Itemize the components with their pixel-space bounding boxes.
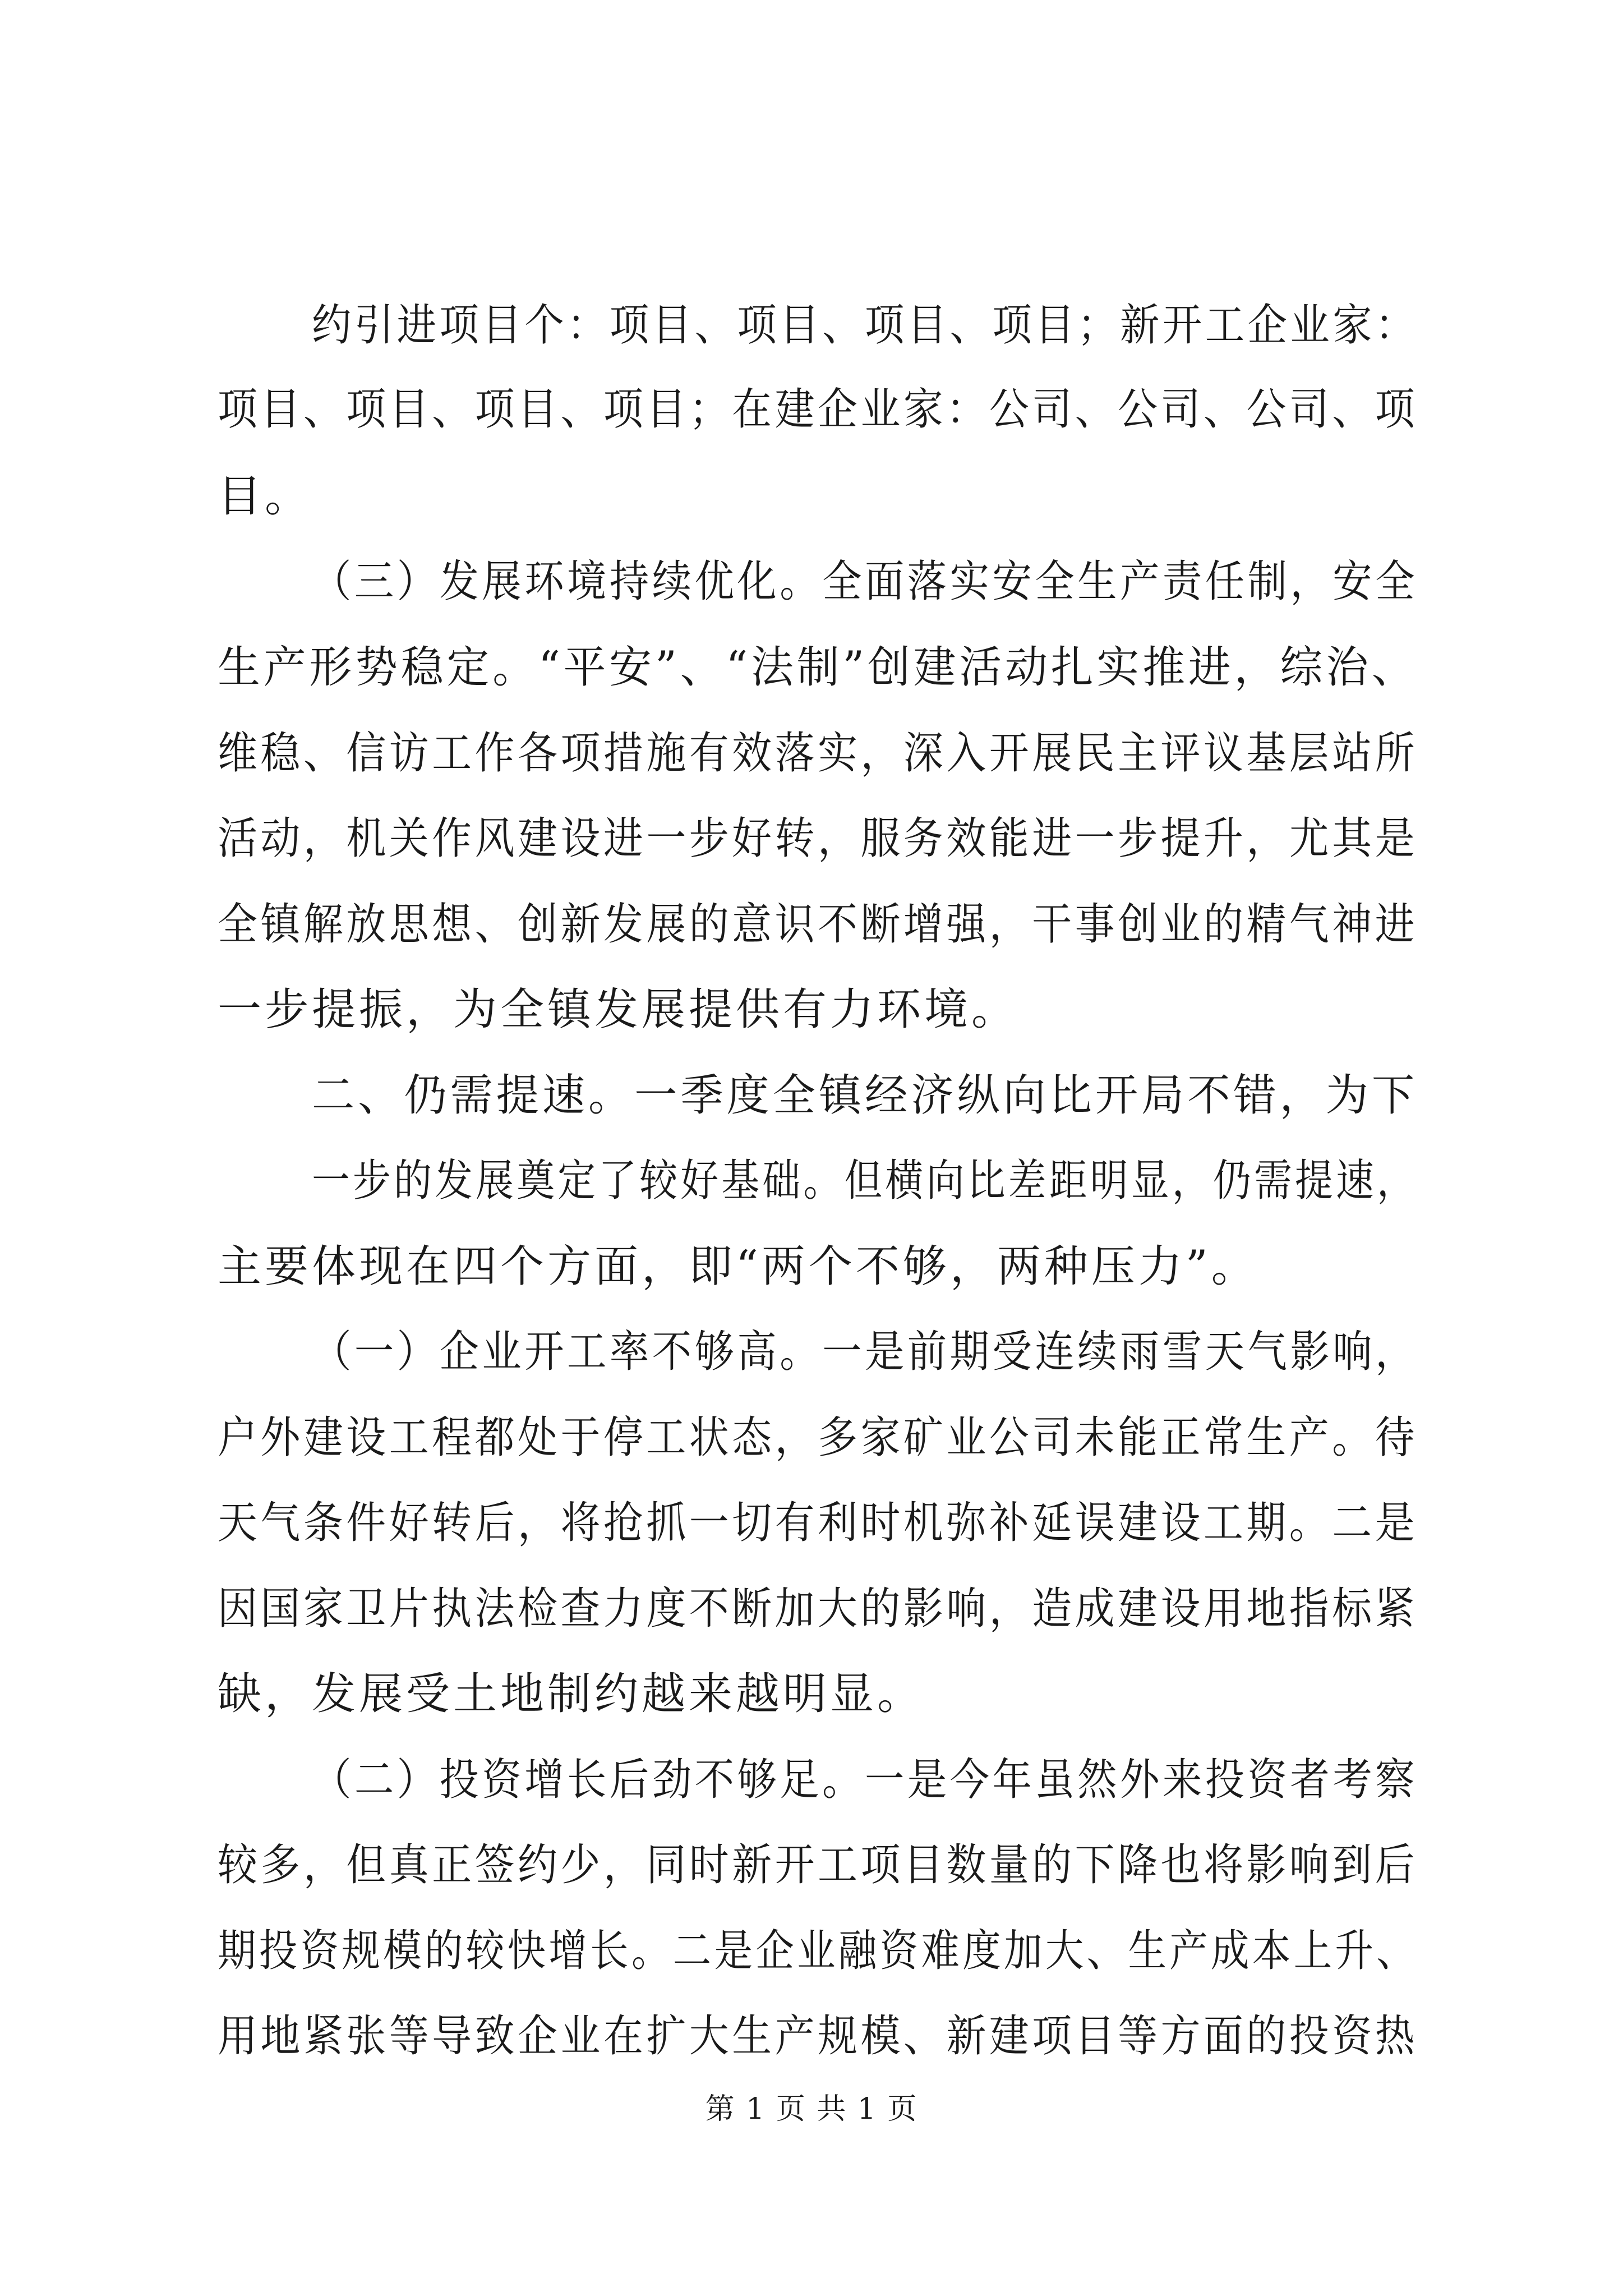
- text-line: 一步提振，为全镇发展提供有力环境。: [218, 984, 1019, 1035]
- text-line: 用地紧张等导致企业在扩大生产规模、新建项目等方面的投资热: [218, 2011, 1418, 2062]
- text-line: 生产形势稳定。“平安”、“法制”创建活动扎实推进，综治、: [218, 642, 1418, 693]
- text-line: 二、仍需提速。一季度全镇经济纵向比开局不错，为下: [312, 1070, 1418, 1121]
- text-line: 较多，但真正签约少，同时新开工项目数量的下降也将影响到后: [218, 1840, 1418, 1890]
- text-line: 一步的发展奠定了较好基础。但横向比差距明显，仍需提速，: [312, 1156, 1418, 1206]
- text-line: 主要体现在四个方面，即“两个不够，两种压力”。: [218, 1241, 1258, 1292]
- text-line: （二）投资增长后劲不够足。一是今年虽然外来投资者考察: [312, 1755, 1418, 1805]
- text-line: 期投资规模的较快增长。二是企业融资难度加大、生产成本上升、: [218, 1926, 1418, 1976]
- text-line: 缺，发展受土地制约越来越明显。: [218, 1669, 925, 1719]
- text-line: （三）发展环境持续优化。全面落实安全生产责任制，安全: [312, 556, 1418, 607]
- text-line: 目。: [218, 471, 312, 522]
- text-line: 天气条件好转后，将抢抓一切有利时机弥补延误建设工期。二是: [218, 1498, 1418, 1548]
- text-line: 户外建设工程都处于停工状态，多家矿业公司未能正常生产。待: [218, 1412, 1418, 1463]
- text-line: 约引进项目个：项目、项目、项目、项目；新开工企业家：: [312, 300, 1418, 351]
- text-line: （一）企业开工率不够高。一是前期受连续雨雪天气影响，: [312, 1327, 1418, 1377]
- text-line: 全镇解放思想、创新发展的意识不断增强，干事创业的精气神进: [218, 899, 1418, 950]
- text-line: 活动，机关作风建设进一步好转，服务效能进一步提升，尤其是: [218, 813, 1418, 864]
- page-number-footer: 第 1 页 共 1 页: [705, 2092, 918, 2126]
- text-line: 维稳、信访工作各项措施有效落实，深入开展民主评议基层站所: [218, 728, 1418, 779]
- text-line: 因国家卫片执法检查力度不断加大的影响，造成建设用地指标紧: [218, 1584, 1418, 1634]
- text-line: 项目、项目、项目、项目；在建企业家：公司、公司、公司、项: [218, 384, 1418, 435]
